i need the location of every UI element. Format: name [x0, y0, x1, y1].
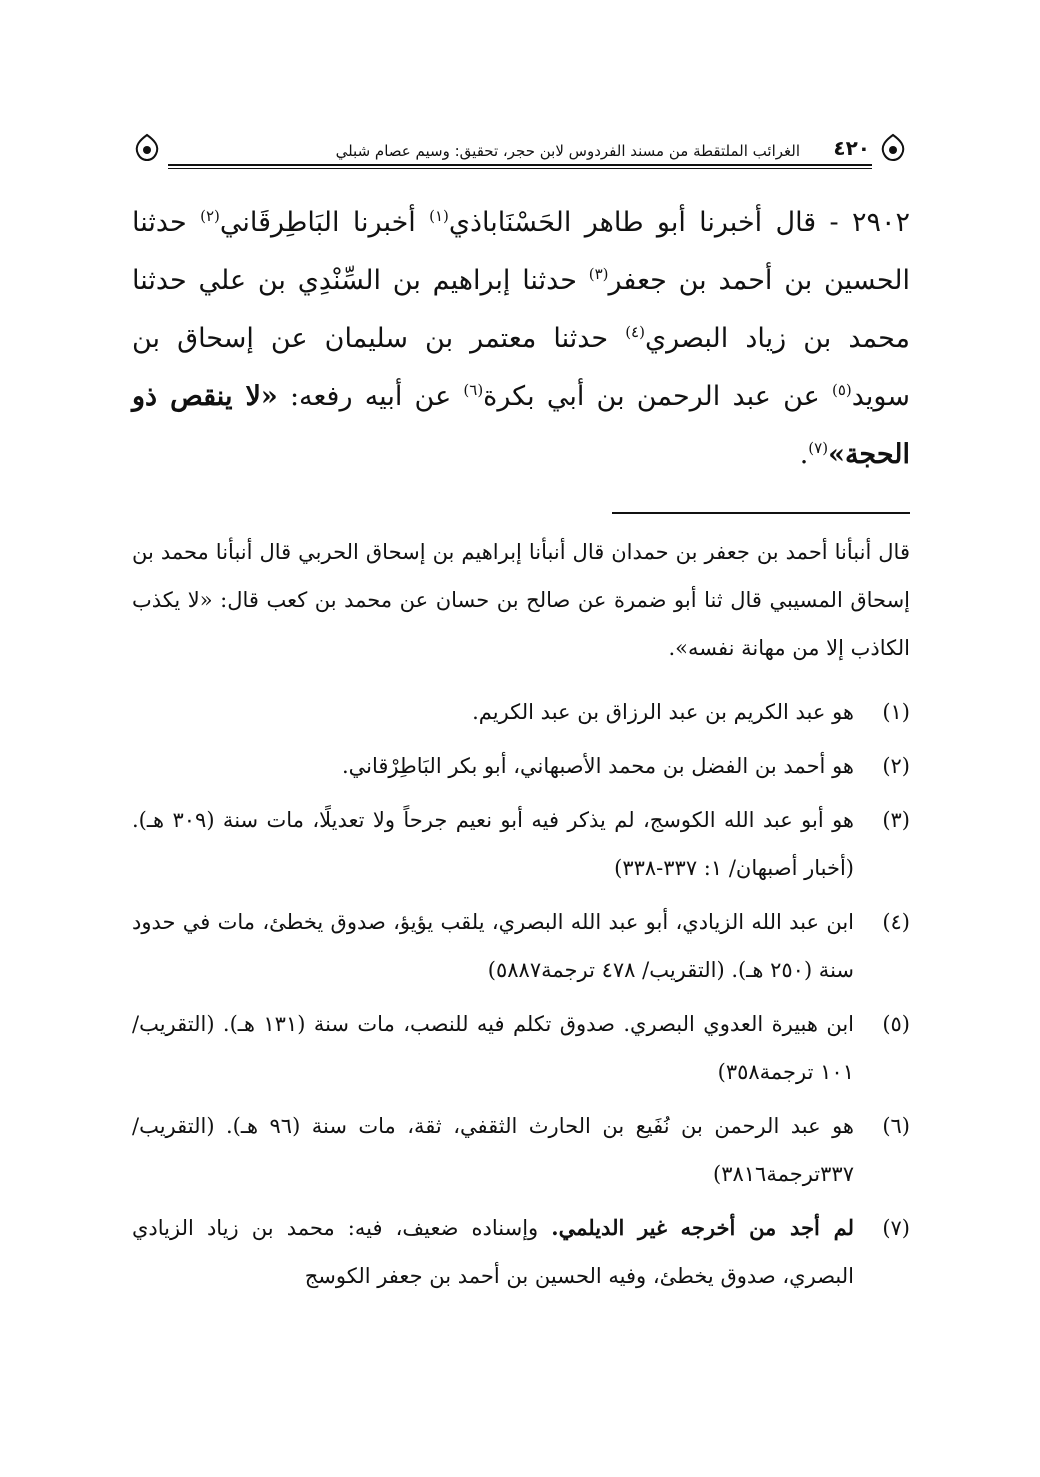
footnote-item — [132, 1000, 910, 1096]
footnote-text — [132, 1204, 854, 1300]
footnote-text: هو عبد الرحمن بن نُفَيع بن الحارث الثقفي، ثقة، مات سنة (٩٦ هـ). (التقريب/ ٣٣٧ترجمة٣٨١٦) — [132, 1114, 854, 1186]
footnote-item — [132, 898, 910, 994]
footnote-ref: (٥) — [831, 381, 852, 399]
page-number: ٤٢٠ — [833, 136, 870, 160]
footnote-number: (٦) — [882, 1114, 910, 1138]
hadith-quote: «لا ينقص ذو الحجة» — [132, 381, 910, 470]
footnote-text: هو أبو عبد الله الكوسج، لم يذكر فيه أبو نعيم جرحاً ولا تعديلًا، مات سنة (٣٠٩ هـ). (أخبار أصبهان/ ١: ٣٣٧-٣٣٨) — [132, 808, 854, 880]
running-title: الغرائب الملتقطة من مسند الفردوس لابن حجر، تحقيق: وسيم عصام شبلي — [335, 142, 800, 160]
footnote-number: (٢) — [882, 754, 910, 778]
footnote-ref: (١) — [429, 207, 449, 225]
footnotes — [132, 688, 910, 1306]
footnote-number: (٧) — [882, 1216, 910, 1240]
hadith-text-segment: . — [799, 439, 809, 470]
continued-footnote: قال أنبأنا أحمد بن جعفر بن حمدان قال أنبأنا إبراهيم بن إسحاق الحربي قال أنبأنا محمد بن إسحاق المسيبي قال ثنا أبو ضمرة عن صالح بن حسان عن محمد بن كعب قال: «لا يكذب الكاذب إلا من مهانة نفسه». — [132, 540, 910, 660]
footnote-text: هو عبد الكريم بن عبد الرزاق بن عبد الكريم. — [472, 700, 854, 724]
footnote-ref: (٧) — [808, 439, 829, 457]
footnote-ref: (٢) — [200, 207, 220, 225]
hadith-text-segment: أخبرنا البَاطِرقَاني — [219, 207, 430, 238]
footnote-item — [132, 688, 910, 736]
footnote-item — [132, 742, 910, 790]
footnote-number: (٤) — [882, 910, 910, 934]
ornament-icon — [876, 132, 910, 166]
footnote-item — [132, 1102, 910, 1198]
hadith-text-segment: حدثنا الحسين بن أحمد بن جعفر — [132, 207, 911, 296]
hadith-text-segment: عن أبيه رفعه: — [277, 381, 464, 412]
footnote-text: ابن هبيرة العدوي البصري. صدوق تكلم فيه للنصب، مات سنة (١٣١ هـ). (التقريب/ ١٠١ ترجمة٣٥٨) — [132, 1012, 855, 1084]
header-rule — [168, 164, 872, 166]
running-header — [130, 128, 910, 176]
footnote-ref: (٤) — [625, 323, 645, 341]
hadith-text-segment: حدثنا معتمر بن سليمان عن إسحاق بن سويد — [132, 323, 910, 412]
hadith-text-segment: حدثنا إبراهيم بن السِّنْدِي بن علي حدثنا محمد بن زياد البصري — [132, 265, 910, 354]
hadith-text-segment: ٢٩٠٢ - قال أخبرنا أبو طاهر الحَسْنَاباذي — [448, 207, 910, 238]
footnote-number: (٣) — [882, 808, 910, 832]
footnote-text: هو أحمد بن الفضل بن محمد الأصبهاني، أبو بكر البَاطِرْقاني. — [341, 754, 854, 778]
hadith-text — [132, 194, 910, 484]
footnote-item — [132, 1204, 910, 1300]
footnote-text-rest: وإسناده ضعيف، فيه: محمد بن زياد الزيادي البصري، صدوق يخطئ، وفيه الحسين بن أحمد بن جعفر الكوسج — [132, 1216, 854, 1288]
footnote-ref: (٦) — [463, 381, 484, 399]
footnote-emphasis: لم أجد من أخرجه غير الديلمي. — [551, 1215, 854, 1240]
footnote-ref: (٣) — [588, 265, 609, 283]
footnote-item — [132, 796, 910, 892]
footnote-text: ابن عبد الله الزيادي، أبو عبد الله البصري، يلقب يؤيؤ، صدوق يخطئ، مات في حدود سنة (٢٥٠ هـ). (التقريب/ ٤٧٨ ترجمة٥٨٨٧) — [132, 910, 854, 982]
header-rule — [168, 168, 872, 169]
ornament-icon — [130, 132, 164, 166]
footnote-number: (١) — [882, 700, 910, 724]
hadith-text-segment: عن عبد الرحمن بن أبي بكرة — [483, 381, 832, 412]
footnote-divider — [612, 512, 910, 514]
footnote-number: (٥) — [882, 1012, 910, 1036]
